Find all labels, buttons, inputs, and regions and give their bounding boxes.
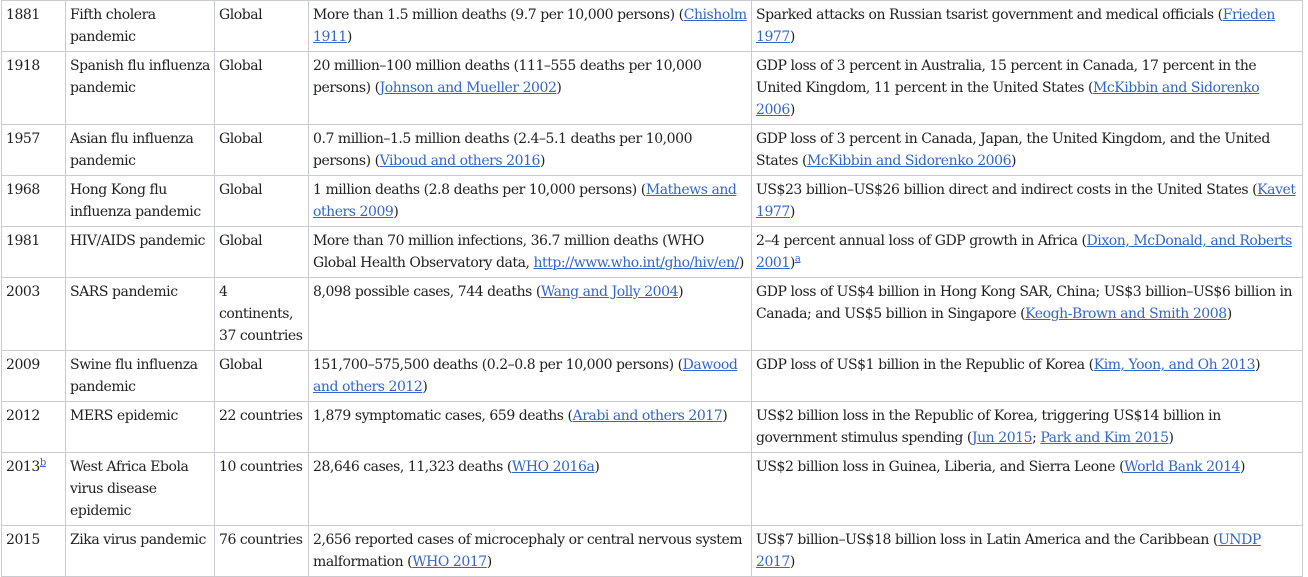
cell-text: US$7 billion–US$18 billion loss in Latin America and the Caribbean ( <box>756 532 1218 548</box>
toll-cell <box>309 402 752 453</box>
cell-text: ) <box>789 255 795 271</box>
impact-cell <box>752 1 1303 52</box>
cell-text: More than 1.5 million deaths (9.7 per 10,000 persons) ( <box>313 7 684 23</box>
impact-cell <box>752 278 1303 351</box>
scope-cell: 4 continents, 37 countries <box>215 278 309 351</box>
citation-link[interactable]: World Bank 2014 <box>1124 459 1241 475</box>
table-row <box>2 351 1303 402</box>
table-row <box>2 402 1303 453</box>
table-body <box>2 1 1303 577</box>
event-cell: Fifth cholera pandemic <box>66 1 215 52</box>
scope-cell: 76 countries <box>215 526 309 577</box>
toll-cell <box>309 125 752 176</box>
citation-link[interactable]: Dawood and others 2012 <box>313 357 738 395</box>
year-cell <box>2 278 66 351</box>
cell-text: 2–4 percent annual loss of GDP growth in Africa ( <box>756 233 1087 249</box>
year-text: 1918 <box>6 58 40 74</box>
cell-text: ) <box>1011 153 1017 169</box>
cell-text: 2,656 reported cases of microcephaly or central nervous system malformation ( <box>313 532 743 570</box>
year-cell <box>2 125 66 176</box>
year-text: 2012 <box>6 408 40 424</box>
cell-text: ) <box>1255 357 1261 373</box>
scope-cell: Global <box>215 125 309 176</box>
year-text: 1957 <box>6 131 40 147</box>
citation-link[interactable]: McKibbin and Sidorenko 2006 <box>756 80 1260 118</box>
citation-link[interactable]: Mathews and others 2009 <box>313 182 737 220</box>
impact-cell <box>752 227 1303 278</box>
table-row <box>2 278 1303 351</box>
toll-cell <box>309 453 752 526</box>
cell-text: ) <box>393 204 399 220</box>
citation-link[interactable]: Wang and Jolly 2004 <box>540 284 679 300</box>
footnote-link[interactable]: a <box>794 253 801 265</box>
cell-text: ) <box>556 80 562 96</box>
cell-text: More than 70 million infections, 36.7 million deaths (WHO Global Health Observatory data, <box>313 233 704 271</box>
event-cell: Swine flu influenza pandemic <box>66 351 215 402</box>
citation-link[interactable]: Keogh-Brown and Smith 2008 <box>1025 306 1227 322</box>
impact-cell <box>752 176 1303 227</box>
cell-text: 28,646 cases, 11,323 deaths ( <box>313 459 512 475</box>
citation-link[interactable]: Frieden 1977 <box>756 7 1275 45</box>
cell-text: 0.7 million–1.5 million deaths (2.4–5.1 deaths per 10,000 persons) ( <box>313 131 693 169</box>
year-cell <box>2 52 66 125</box>
cell-text: ) <box>678 284 684 300</box>
year-cell <box>2 402 66 453</box>
table-row <box>2 176 1303 227</box>
cell-text: ) <box>789 554 795 570</box>
cell-text: ) <box>738 255 744 271</box>
year-cell <box>2 453 66 526</box>
event-cell: MERS epidemic <box>66 402 215 453</box>
year-text: 2009 <box>6 357 40 373</box>
year-text: 2013 <box>6 459 40 475</box>
table-row <box>2 125 1303 176</box>
cell-text: ) <box>594 459 600 475</box>
cell-text: ) <box>422 379 428 395</box>
citation-link[interactable]: Chisholm 1911 <box>313 7 747 45</box>
event-cell: Spanish flu influenza pandemic <box>66 52 215 125</box>
scope-cell: Global <box>215 1 309 52</box>
cell-text: ) <box>1240 459 1246 475</box>
table-row <box>2 52 1303 125</box>
table-row <box>2 227 1303 278</box>
citation-link[interactable]: Viboud and others 2016 <box>379 153 540 169</box>
cell-text: ) <box>486 554 492 570</box>
scope-cell: Global <box>215 227 309 278</box>
year-text: 2003 <box>6 284 40 300</box>
toll-cell <box>309 526 752 577</box>
cell-text: GDP loss of 3 percent in Australia, 15 percent in Canada, 17 percent in the United Kingdom, 11 percent in the United States ( <box>756 58 1257 96</box>
cell-text: 151,700–575,500 deaths (0.2–0.8 per 10,000 persons) ( <box>313 357 683 373</box>
cell-text: ) <box>722 408 728 424</box>
cell-text: GDP loss of 3 percent in Canada, Japan, the United Kingdom, and the United States ( <box>756 131 1270 169</box>
cell-text: GDP loss of US$1 billion in the Republic of Korea ( <box>756 357 1094 373</box>
pandemics-table <box>1 0 1303 577</box>
scope-cell: 22 countries <box>215 402 309 453</box>
cell-text: Sparked attacks on Russian tsarist government and medical officials ( <box>756 7 1223 23</box>
table-row <box>2 1 1303 52</box>
year-cell <box>2 1 66 52</box>
cell-text: ) <box>789 204 795 220</box>
cell-text: US$2 billion loss in the Republic of Korea, triggering US$14 billion in government stimulus spending ( <box>756 408 1221 446</box>
cell-text: ) <box>1168 430 1174 446</box>
event-cell: West Africa Ebola virus disease epidemic <box>66 453 215 526</box>
year-text: 2015 <box>6 532 40 548</box>
citation-link[interactable]: WHO 2016a <box>511 459 595 475</box>
event-cell: Hong Kong flu influenza pandemic <box>66 176 215 227</box>
year-cell <box>2 526 66 577</box>
cell-text: ) <box>789 29 795 45</box>
cell-text: ) <box>1226 306 1232 322</box>
citation-link[interactable]: Kavet 1977 <box>756 182 1296 220</box>
cell-text: US$23 billion–US$26 billion direct and indirect costs in the United States ( <box>756 182 1258 198</box>
citation-link[interactable]: Jun 2015 <box>971 430 1033 446</box>
cell-text: ) <box>346 29 352 45</box>
footnote-link[interactable]: b <box>39 457 46 469</box>
toll-cell <box>309 176 752 227</box>
event-cell: HIV/AIDS pandemic <box>66 227 215 278</box>
toll-cell <box>309 227 752 278</box>
citation-link[interactable]: http://www.who.int/gho/hiv/en/ <box>533 255 739 271</box>
event-cell: SARS pandemic <box>66 278 215 351</box>
toll-cell <box>309 52 752 125</box>
event-cell: Asian flu influenza pandemic <box>66 125 215 176</box>
table-row <box>2 526 1303 577</box>
citation-link[interactable]: Kim, Yoon, and Oh 2013 <box>1093 357 1256 373</box>
impact-cell <box>752 125 1303 176</box>
table-row <box>2 453 1303 526</box>
cell-text: 1,879 symptomatic cases, 659 deaths ( <box>313 408 573 424</box>
year-cell <box>2 351 66 402</box>
scope-cell: Global <box>215 52 309 125</box>
year-cell <box>2 227 66 278</box>
year-text: 1981 <box>6 233 40 249</box>
impact-cell <box>752 52 1303 125</box>
cell-text: ) <box>789 102 795 118</box>
cell-text: ; <box>1032 430 1041 446</box>
impact-cell <box>752 402 1303 453</box>
impact-cell <box>752 526 1303 577</box>
citation-link[interactable]: Park and Kim 2015 <box>1040 430 1169 446</box>
cell-text: ) <box>540 153 546 169</box>
event-cell: Zika virus pandemic <box>66 526 215 577</box>
cell-text: 1 million deaths (2.8 deaths per 10,000 persons) ( <box>313 182 646 198</box>
impact-cell <box>752 351 1303 402</box>
impact-cell <box>752 453 1303 526</box>
scope-cell: 10 countries <box>215 453 309 526</box>
citation-link[interactable]: Johnson and Mueller 2002 <box>379 80 557 96</box>
cell-text: US$2 billion loss in Guinea, Liberia, and Sierra Leone ( <box>756 459 1125 475</box>
scope-cell: Global <box>215 176 309 227</box>
cell-text: 8,098 possible cases, 744 deaths ( <box>313 284 541 300</box>
year-text: 1881 <box>6 7 40 23</box>
citation-link[interactable]: UNDP 2017 <box>756 532 1261 570</box>
year-cell <box>2 176 66 227</box>
cell-text: 20 million–100 million deaths (111–555 deaths per 10,000 persons) ( <box>313 58 702 96</box>
toll-cell <box>309 278 752 351</box>
scope-cell: Global <box>215 351 309 402</box>
citation-link[interactable]: McKibbin and Sidorenko 2006 <box>806 153 1012 169</box>
year-text: 1968 <box>6 182 40 198</box>
citation-link[interactable]: Dixon, McDonald, and Roberts 2001 <box>756 233 1292 271</box>
toll-cell <box>309 1 752 52</box>
toll-cell <box>309 351 752 402</box>
citation-link[interactable]: WHO 2017 <box>412 554 487 570</box>
cell-text: GDP loss of US$4 billion in Hong Kong SAR, China; US$3 billion–US$6 billion in Canada; and US$5 billion in Singapore ( <box>756 284 1293 322</box>
citation-link[interactable]: Arabi and others 2017 <box>572 408 723 424</box>
